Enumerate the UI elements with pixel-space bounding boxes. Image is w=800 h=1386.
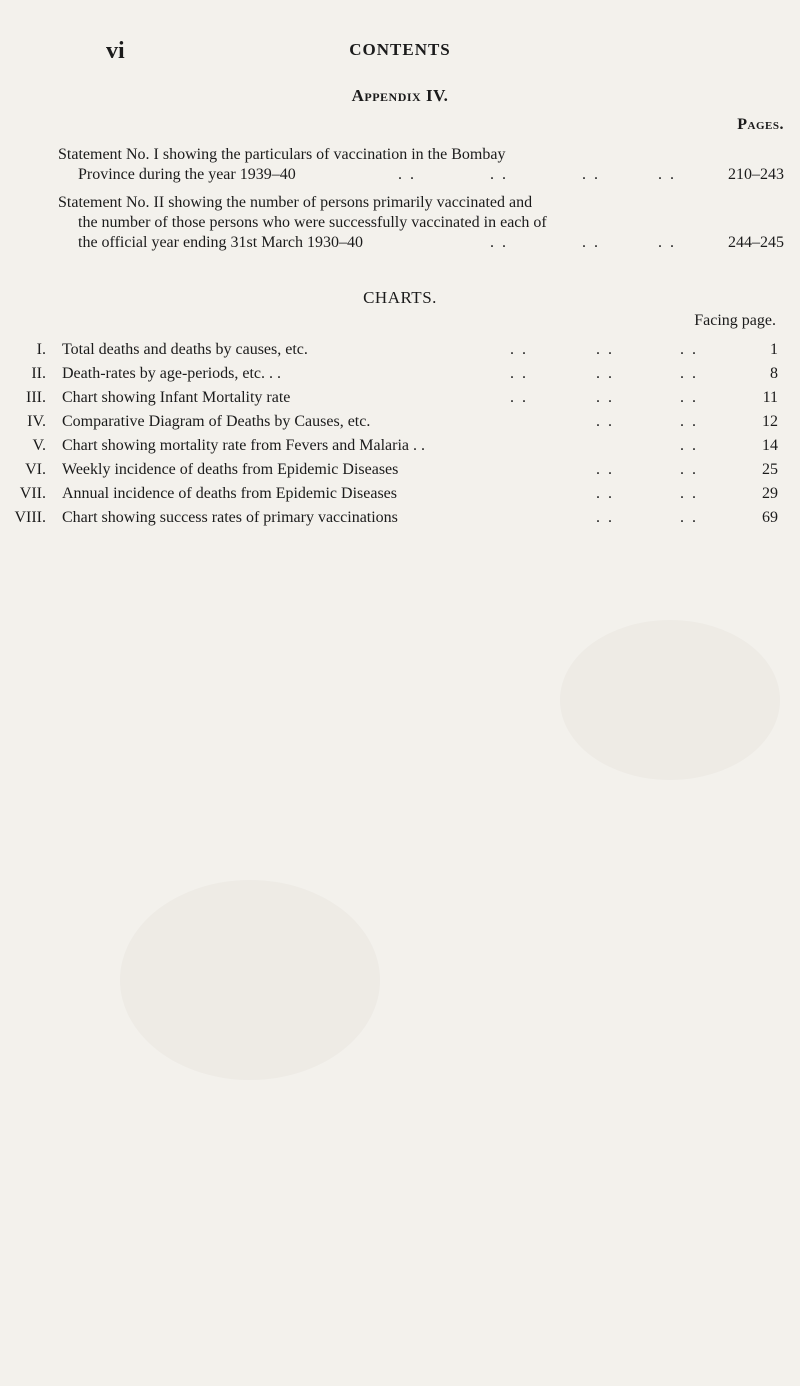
leader-dots: . . bbox=[596, 365, 614, 382]
chart-number: III. bbox=[26, 389, 46, 406]
paper-stain bbox=[560, 620, 780, 780]
pages-column-label: Pages. bbox=[737, 116, 784, 133]
running-head: CONTENTS bbox=[349, 40, 451, 59]
chart-title: Weekly incidence of deaths from Epidemic Diseases bbox=[62, 461, 399, 478]
leader-dots: . . bbox=[510, 365, 528, 382]
leader-dots: . . bbox=[596, 509, 614, 526]
statement-1-line-2: Province during the year 1939–40 bbox=[78, 166, 296, 183]
paper-stain bbox=[120, 880, 380, 1080]
chart-title: Comparative Diagram of Deaths by Causes, etc. bbox=[62, 413, 371, 430]
leader-dots: . . bbox=[680, 365, 698, 382]
leader-dots: . . bbox=[510, 389, 528, 406]
chart-number: II. bbox=[31, 365, 46, 382]
chart-page: 8 bbox=[770, 365, 778, 382]
leader-dots: . . bbox=[582, 166, 600, 183]
leader-dots: . . bbox=[596, 341, 614, 358]
chart-title: Chart showing success rates of primary vaccinations bbox=[62, 509, 398, 526]
chart-number: IV. bbox=[27, 413, 46, 430]
statement-1-line-1: Statement No. I showing the particulars of vaccination in the Bombay bbox=[58, 146, 506, 163]
statement-2-line-1: Statement No. II showing the number of persons primarily vaccinated and bbox=[58, 194, 533, 211]
facing-page-label: Facing page. bbox=[694, 312, 776, 329]
leader-dots: . . bbox=[582, 234, 600, 251]
leader-dots: . . bbox=[510, 341, 528, 358]
chart-title: Total deaths and deaths by causes, etc. bbox=[62, 341, 308, 358]
leader-dots: . . bbox=[596, 461, 614, 478]
chart-page: 69 bbox=[762, 509, 778, 526]
leader-dots: . . bbox=[680, 485, 698, 502]
chart-page: 29 bbox=[762, 485, 778, 502]
chart-page: 25 bbox=[762, 461, 778, 478]
leader-dots: . . bbox=[596, 413, 614, 430]
chart-page: 11 bbox=[762, 389, 778, 406]
charts-heading: CHARTS. bbox=[363, 288, 437, 307]
chart-title: Annual incidence of deaths from Epidemic Diseases bbox=[62, 485, 397, 502]
statement-2-pages: 244–245 bbox=[728, 234, 784, 251]
leader-dots: . . bbox=[680, 389, 698, 406]
chart-title: Death-rates by age-periods, etc. . . bbox=[62, 365, 282, 382]
leader-dots: . . bbox=[398, 166, 416, 183]
leader-dots: . . bbox=[680, 461, 698, 478]
chart-number: VII. bbox=[19, 485, 46, 502]
leader-dots: . . bbox=[596, 485, 614, 502]
chart-page: 12 bbox=[762, 413, 778, 430]
chart-title: Chart showing mortality rate from Fevers and Malaria . . bbox=[62, 437, 426, 454]
leader-dots: . . bbox=[680, 413, 698, 430]
chart-number: VI. bbox=[25, 461, 46, 478]
statement-2-line-3: the official year ending 31st March 1930–40 bbox=[78, 234, 363, 251]
leader-dots: . . bbox=[680, 509, 698, 526]
chart-number: I. bbox=[36, 341, 46, 358]
chart-page: 1 bbox=[770, 341, 778, 358]
leader-dots: . . bbox=[596, 389, 614, 406]
leader-dots: . . bbox=[490, 166, 508, 183]
leader-dots: . . bbox=[658, 234, 676, 251]
page-number: vi bbox=[106, 38, 125, 64]
leader-dots: . . bbox=[680, 341, 698, 358]
chart-number: VIII. bbox=[14, 509, 46, 526]
chart-page: 14 bbox=[762, 437, 778, 454]
statement-1-pages: 210–243 bbox=[728, 166, 784, 183]
chart-number: V. bbox=[32, 437, 46, 454]
leader-dots: . . bbox=[658, 166, 676, 183]
statement-2-line-2: the number of those persons who were successfully vaccinated in each of bbox=[78, 214, 547, 231]
leader-dots: . . bbox=[490, 234, 508, 251]
chart-title: Chart showing Infant Mortality rate bbox=[62, 389, 291, 406]
leader-dots: . . bbox=[680, 437, 698, 454]
appendix-title: Appendix IV. bbox=[351, 86, 449, 105]
